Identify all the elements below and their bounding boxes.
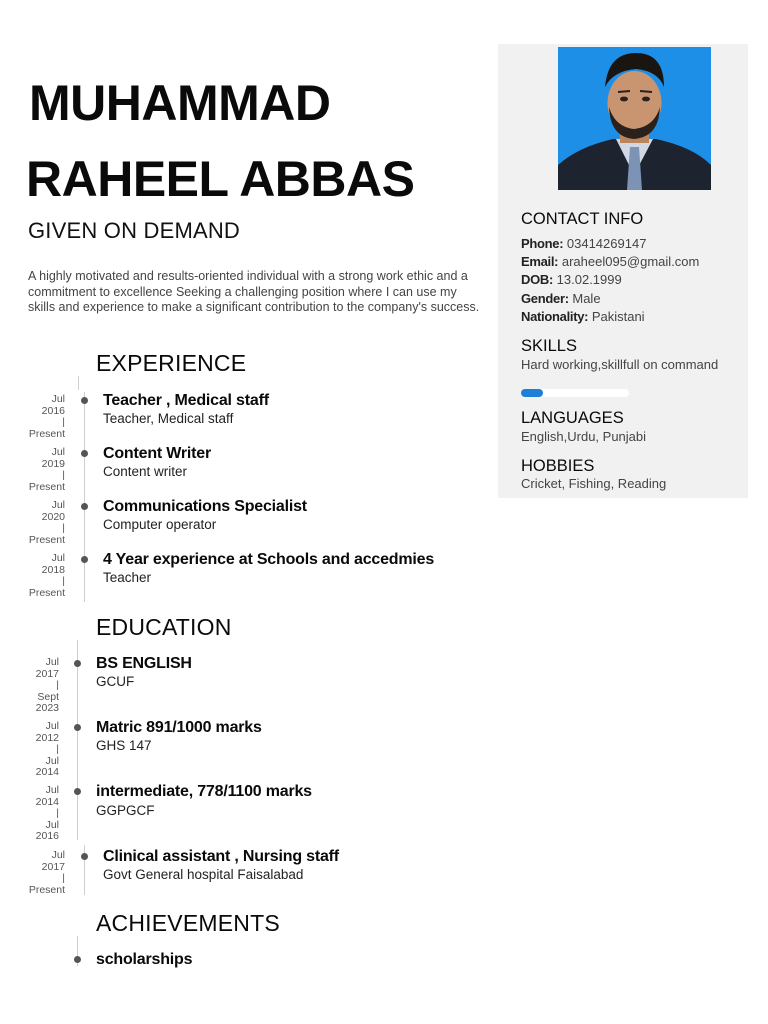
name-first-line: MUHAMMAD: [29, 75, 331, 131]
education-timeline: [77, 640, 78, 840]
phone-value: 03414269147: [566, 236, 647, 251]
education-subtitle: GGPGCF: [96, 803, 155, 818]
profile-photo: [558, 47, 711, 190]
email-value: araheel095@gmail.com: [561, 254, 700, 269]
education-title: Clinical assistant , Nursing staff: [103, 848, 339, 865]
name-second-line: RAHEEL ABBAS: [26, 151, 415, 207]
nationality-value: Pakistani: [591, 309, 645, 324]
education-date: Jul 2012 | Jul 2014: [35, 720, 59, 778]
experience-title: Content Writer: [103, 445, 212, 462]
profile-photo-portrait: [558, 47, 711, 190]
timeline-dot: [81, 397, 88, 404]
experience-date: Jul 2020 | Present: [28, 499, 65, 546]
education-subtitle: Govt General hospital Faisalabad: [103, 867, 304, 882]
education-date: Jul 2017 | Present: [28, 849, 65, 896]
profile-summary: A highly motivated and results-oriented individual with a strong work ethic and a commitment to excellence Seeking a challenging position where I can use my skills and experience to make a significant contribution to the company's success.: [28, 269, 480, 315]
experience-date: Jul 2018 | Present: [28, 552, 65, 599]
sidebar-panel: [498, 44, 748, 498]
contact-phone: Phone: 03414269147: [521, 236, 647, 251]
hobbies-heading: HOBBIES: [521, 457, 595, 475]
contact-dob: DOB: 13.02.1999: [521, 272, 622, 287]
timeline-dot: [81, 503, 88, 510]
experience-heading: EXPERIENCE: [96, 350, 247, 376]
education-subtitle: GCUF: [96, 674, 135, 689]
achievement-title: scholarships: [96, 951, 193, 968]
experience-subtitle: Teacher, Medical staff: [103, 411, 234, 426]
skills-text: Hard working,skillfull on command: [521, 357, 719, 372]
education-title: intermediate, 778/1100 marks: [96, 783, 312, 800]
achievements-heading: ACHIEVEMENTS: [96, 910, 280, 936]
timeline-dot: [74, 660, 81, 667]
education-heading: EDUCATION: [96, 614, 232, 640]
languages-text: English,Urdu, Punjabi: [521, 429, 647, 444]
experience-timeline-top: [78, 376, 79, 390]
gender-value: Male: [572, 291, 601, 306]
timeline-dot: [74, 724, 81, 731]
contact-nationality: Nationality: Pakistani: [521, 309, 645, 324]
experience-title: Teacher , Medical staff: [103, 392, 269, 409]
education-date: Jul 2017 | Sept 2023: [35, 656, 59, 714]
education-date: Jul 2014 | Jul 2016: [35, 784, 59, 842]
job-subtitle: GIVEN ON DEMAND: [28, 218, 241, 243]
education-title: Matric 891/1000 marks: [96, 719, 262, 736]
education-subtitle: GHS 147: [96, 738, 152, 753]
experience-title: 4 Year experience at Schools and accedmies: [103, 551, 435, 568]
timeline-dot: [81, 450, 88, 457]
contact-email: Email: araheel095@gmail.com: [521, 254, 700, 269]
timeline-dot: [81, 556, 88, 563]
experience-timeline: [84, 392, 85, 602]
education-title: BS ENGLISH: [96, 655, 192, 672]
contact-heading: CONTACT INFO: [521, 210, 644, 228]
contact-gender: Gender: Male: [521, 291, 601, 306]
hobbies-text: Cricket, Fishing, Reading: [521, 476, 667, 491]
timeline-dot: [81, 853, 88, 860]
experience-title: Communications Specialist: [103, 498, 307, 515]
dob-value: 13.02.1999: [556, 272, 622, 287]
experience-subtitle: Teacher: [103, 570, 152, 585]
skills-heading: SKILLS: [521, 337, 577, 355]
experience-date: Jul 2016 | Present: [28, 393, 65, 440]
experience-date: Jul 2019 | Present: [28, 446, 65, 493]
experience-subtitle: Content writer: [103, 464, 188, 479]
timeline-dot: [74, 956, 81, 963]
languages-heading: LANGUAGES: [521, 409, 624, 427]
timeline-dot: [74, 788, 81, 795]
experience-subtitle: Computer operator: [103, 517, 217, 532]
skill-level-bar: [521, 389, 629, 397]
skill-level-fill: [521, 389, 543, 397]
